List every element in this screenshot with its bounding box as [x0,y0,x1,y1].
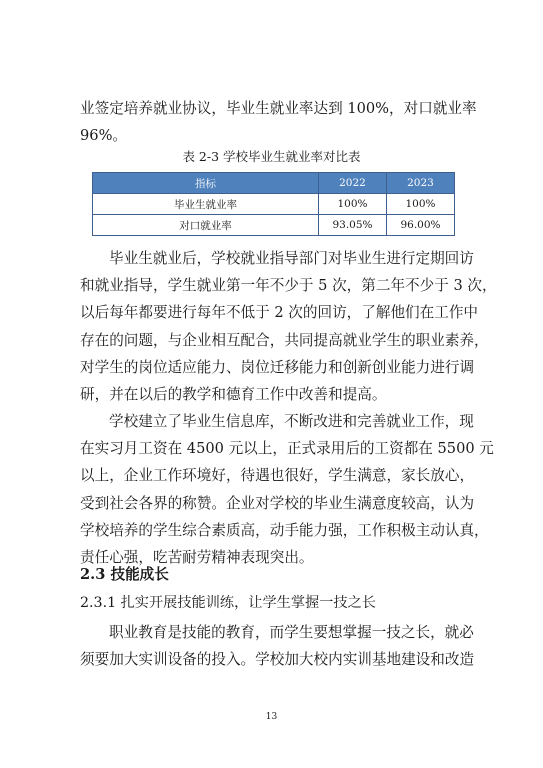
text-line: 和就业指导，学生就业第一年不少于 5 次，第二年不少于 3 次， [80,277,497,295]
header-cell-2022: 2022 [319,173,387,194]
paragraph-follow-up-visits [80,245,497,408]
page-number: 13 [265,712,278,722]
text-line: 研，并在以后的教学和德育工作中改善和提高。 [80,386,387,404]
text-line: 学校培养的学生综合素质高，动手能力强，工作积极主动认真， [80,521,489,539]
subsection-heading: 2.3.1 扎实开展技能训练，让学生掌握一技之长 [80,595,376,611]
text-line: 对学生的岗位适应能力、岗位迁移能力和创新创业能力进行调 [80,358,475,376]
header-cell-2023: 2023 [387,173,455,194]
table-row [93,215,455,236]
text-line: 在实习月工资在 4500 元以上，正式录用后的工资都在 5500 元 [80,440,494,458]
text-line: 存在的问题，与企业相互配合，共同提高就业学生的职业素养， [80,331,489,349]
table-cell: 96.00% [387,215,455,236]
table-cell: 对口就业率 [93,215,319,236]
text-line: 以后每年都要进行每年不低于 2 次的回访，了解他们在工作中 [80,304,479,322]
text-line: 须要加大实训设备的投入。学校加大校内实训基地建设和改造 [80,651,475,669]
text-line: 受到社会各界的称赞。企业对学校的毕业生满意度较高，认为 [80,494,475,512]
text-line: 毕业生就业后，学校就业指导部门对毕业生进行定期回访 [109,250,474,267]
table-cell: 100% [387,194,455,215]
paragraph-graduate-database [80,408,494,571]
text-line: 责任心强，吃苦耐劳精神表现突出。 [80,549,314,567]
text-line: 96%。 [80,127,128,145]
table-row [93,194,455,215]
text-line: 学校建立了毕业生信息库，不断改进和完善就业工作，现 [109,413,474,430]
text-line: 职业教育是技能的教育，而学生要想掌握一技之长，就必 [109,624,474,641]
table-cell: 100% [319,194,387,215]
text-line: 以上，企业工作环境好，待遇也很好，学生满意，家长放心， [80,467,475,485]
table-header-row [93,173,455,194]
table-cell: 毕业生就业率 [93,194,319,215]
section-heading: 2.3 技能成长 [80,566,169,583]
text-line: 业签定培养就业协议，毕业生就业率达到 100%，对口就业率 [80,100,477,117]
table-caption: 表 2-3 学校毕业生就业率对比表 [182,149,361,164]
employment-rate-table [92,172,455,236]
table-cell: 93.05% [319,215,387,236]
paragraph-vocational-education [80,619,475,673]
header-cell-indicator: 指标 [93,173,319,194]
paragraph-employment-agreement [80,95,477,149]
